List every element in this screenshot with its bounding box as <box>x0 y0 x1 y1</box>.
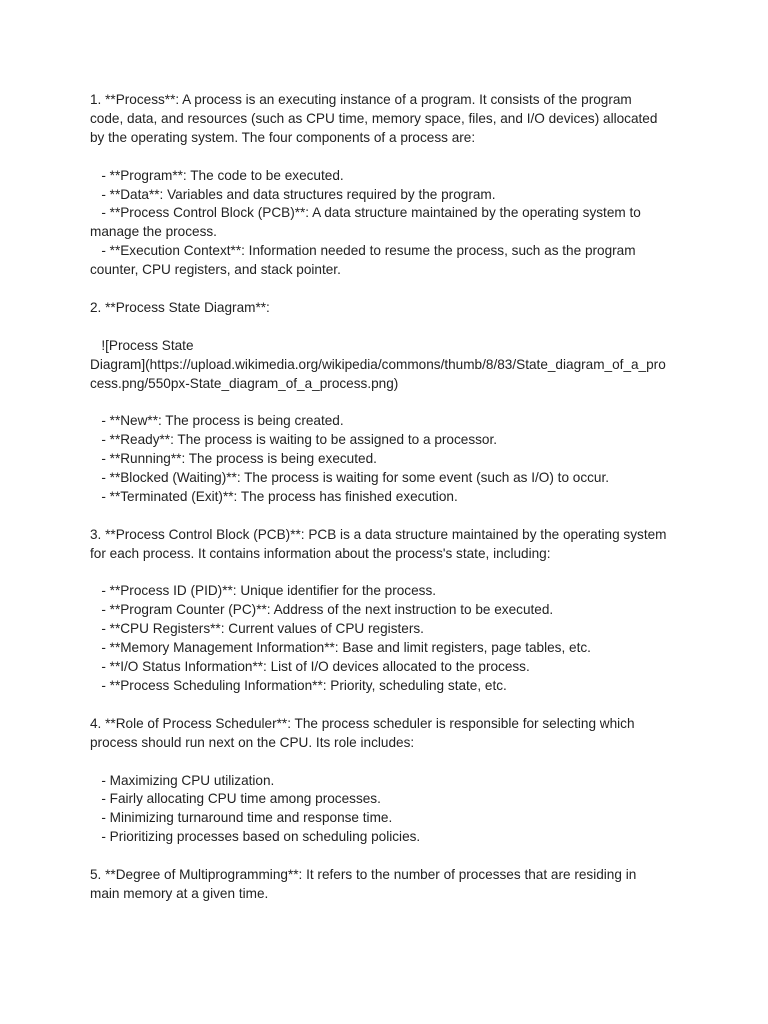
document-line: - **Process Control Block (PCB)**: A data structure maintained by the operating system to <box>90 205 641 221</box>
blank-line <box>90 507 690 526</box>
blank-line <box>90 564 690 583</box>
document-line: - **Program Counter (PC)**: Address of the next instruction to be executed. <box>90 602 554 618</box>
document-line: - **Terminated (Exit)**: The process has finished execution. <box>90 488 458 504</box>
document-line: cess.png/550px-State_diagram_of_a_process.png) <box>90 375 399 391</box>
document-line: - **I/O Status Information**: List of I/O devices allocated to the process. <box>90 659 530 675</box>
blank-line <box>90 753 690 772</box>
blank-line <box>90 847 690 866</box>
document-line: - **Memory Management Information**: Base and limit registers, page tables, etc. <box>90 640 591 656</box>
document-line: - Maximizing CPU utilization. <box>90 772 275 788</box>
document-line: code, data, and resources (such as CPU time, memory space, files, and I/O devices) allocated <box>90 110 658 126</box>
document-line: - **Data**: Variables and data structures required by the program. <box>90 186 496 202</box>
document-line: - **Execution Context**: Information needed to resume the process, such as the program <box>90 243 636 259</box>
document-line: 5. **Degree of Multiprogramming**: It refers to the number of processes that are residing in <box>90 867 637 883</box>
document-line: process should run next on the CPU. Its role includes: <box>90 734 415 750</box>
document-line: - **Process ID (PID)**: Unique identifier for the process. <box>90 583 437 599</box>
blank-line <box>90 696 690 715</box>
document-line: 3. **Process Control Block (PCB)**: PCB is a data structure maintained by the operating system <box>90 526 667 542</box>
document-line: by the operating system. The four components of a process are: <box>90 129 476 145</box>
document-line: - Minimizing turnaround time and response time. <box>90 810 393 826</box>
document-line: - Prioritizing processes based on scheduling policies. <box>90 829 421 845</box>
document-line: manage the process. <box>90 224 217 240</box>
document-line: - **New**: The process is being created. <box>90 413 344 429</box>
document-line: - **Program**: The code to be executed. <box>90 167 344 183</box>
document-line: 4. **Role of Process Scheduler**: The process scheduler is responsible for selecting which <box>90 715 635 731</box>
document-line: Diagram](https://upload.wikimedia.org/wikipedia/commons/thumb/8/83/State_diagram_of_a_pro <box>90 356 666 372</box>
document-line: - **Process Scheduling Information**: Priority, scheduling state, etc. <box>90 678 507 693</box>
document-line: - **CPU Registers**: Current values of CPU registers. <box>90 621 424 637</box>
document-line: - **Blocked (Waiting)**: The process is waiting for some event (such as I/O) to occur. <box>90 470 610 486</box>
document-line: counter, CPU registers, and stack pointer. <box>90 262 341 278</box>
blank-line <box>90 318 690 337</box>
document-body <box>90 91 690 904</box>
document-line: - Fairly allocating CPU time among processes. <box>90 791 381 807</box>
document-line: main memory at a given time. <box>90 885 269 901</box>
document-line: for each process. It contains information about the process's state, including: <box>90 545 551 561</box>
blank-line <box>90 280 690 299</box>
blank-line <box>90 148 690 167</box>
blank-line <box>90 393 690 412</box>
document-line: ![Process State <box>90 337 194 353</box>
document-page <box>90 91 690 904</box>
document-line: - **Ready**: The process is waiting to be assigned to a processor. <box>90 432 498 448</box>
document-line: 1. **Process**: A process is an executing instance of a program. It consists of the program <box>90 92 632 107</box>
document-line: - **Running**: The process is being executed. <box>90 451 377 467</box>
document-line: 2. **Process State Diagram**: <box>90 299 270 315</box>
